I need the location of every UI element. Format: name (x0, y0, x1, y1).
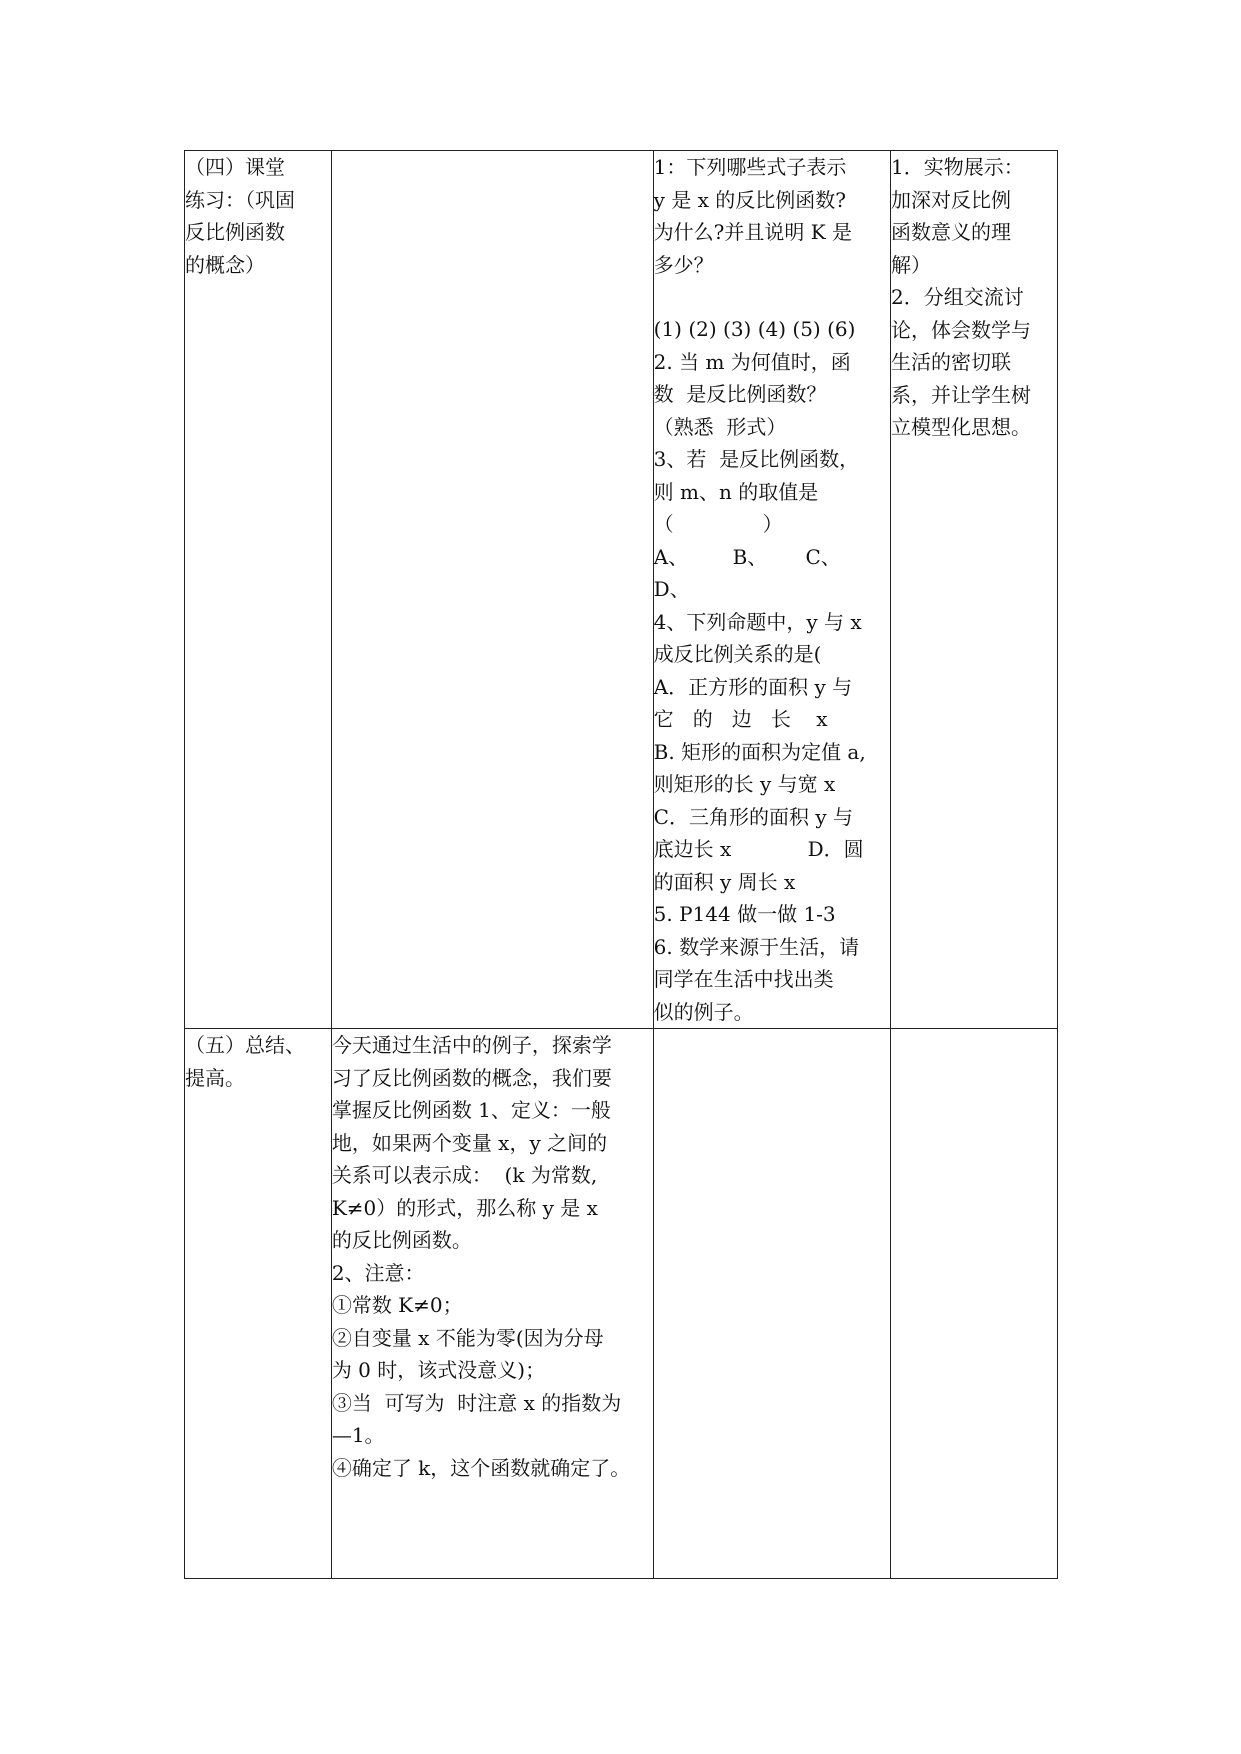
student-activity-cell: 1：下列哪些式子表示 y 是 x 的反比例函数? 为什么?并且说明 K 是 多少？ (1) (2) (3) (4) (5) (6) 2. 当 m 为何值时，函 数 是反比例函数？ （熟悉 形式） 3、若 是反比例函数， 则 m、n 的取值是 （ ） A、 B、 C、 D、 4、下列命题中，y 与 x 成反比例关系的是( A．正方形的面积 y 与 它 的 边 长 x B. 矩形的面积为定值 a, 则矩形的长 y 与宽 x C．三角形的面积 y 与 底边长 x D．圆 的面积 y 周长 x 5. P144 做一做 1-3 6. 数学来源于生活，请 同学在生活中找出类 似的例子。 (653, 151, 890, 1029)
table-row (185, 1029, 1058, 1579)
teacher-activity-cell: 今天通过生活中的例子，探索学 习了反比例函数的概念，我们要 掌握反比例函数 1、定义：一般 地，如果两个变量 x，y 之间的 关系可以表示成： (k 为常数, K≠0）的形式，那么称 y 是 x 的反比例函数。 2、注意： ①常数 K≠0； ②自变量 x 不能为零(因为分母 为 0 时，该式没意义)； ③当 可写为 时注意 x 的指数为 —1。 ④确定了 k，这个函数就确定了。 (331, 1029, 653, 1579)
spacer (654, 281, 890, 313)
stage-cell: （四）课堂 练习：（巩固 反比例函数 的概念） (185, 151, 332, 1029)
stage-cell: （五）总结、 提高。 (185, 1029, 332, 1579)
lesson-plan-table (184, 150, 1058, 1579)
table-row (185, 151, 1058, 1029)
design-intent-cell: 1．实物展示： 加深对反比例 函数意义的理 解） 2．分组交流讨 论，体会数学与 生活的密切联 系，并让学生树 立模型化思想。 (891, 151, 1058, 1029)
teacher-activity-cell (331, 151, 653, 1029)
student-activity-cell (653, 1029, 890, 1579)
design-intent-cell (891, 1029, 1058, 1579)
